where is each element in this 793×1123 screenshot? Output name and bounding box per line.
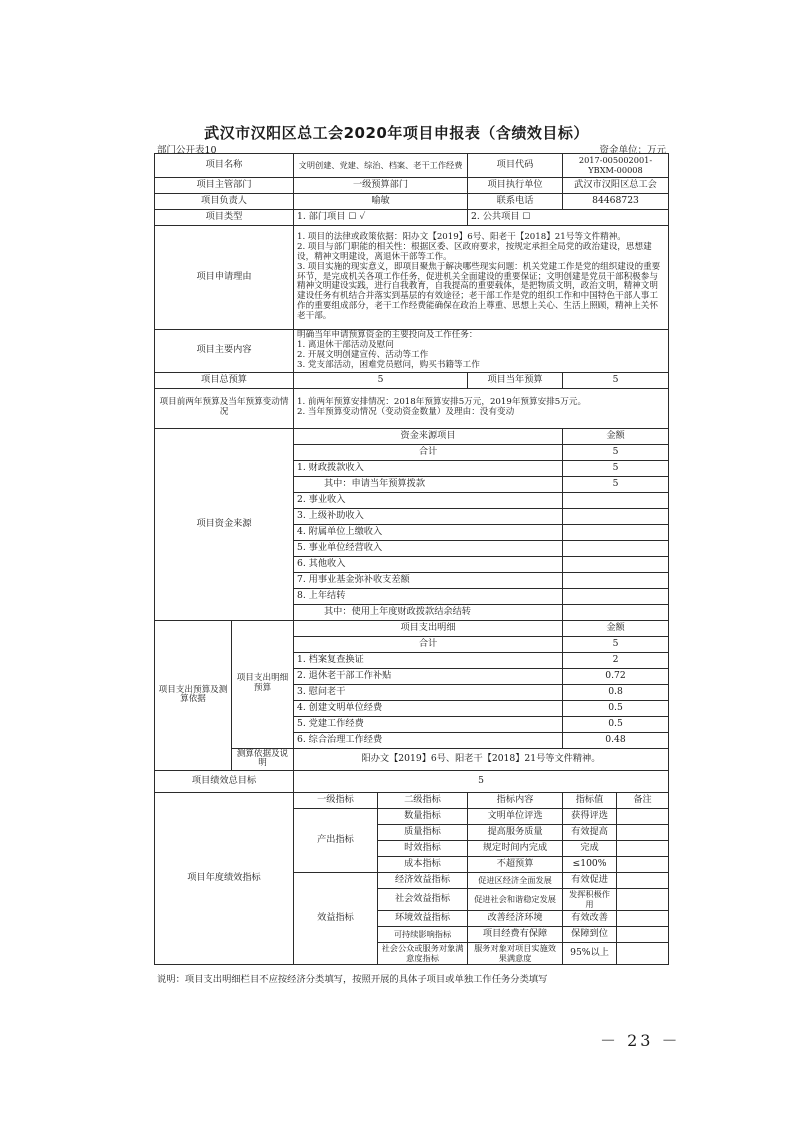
content-line-3: 3. 党支部活动，困难党员慰问，购买书籍等工作 [297,359,480,370]
funding-row-item: 7. 用事业基金弥补收支差额 [294,572,563,588]
project-type-option-2: 2. 公共项目 ☐ [468,210,669,226]
expense-row-amount: 0.48 [563,732,669,748]
perf-remark [617,857,669,873]
perf-remark [617,943,669,965]
phone-label: 联系电话 [468,194,563,210]
project-code-label: 项目代码 [468,154,563,178]
perf-remark [617,889,669,911]
perf-content: 规定时间内完成 [468,841,563,857]
perf-remark [617,873,669,889]
perf-total-label: 项目绩效总目标 [155,771,294,793]
perf-second: 数量指标 [378,809,468,825]
dept-label: 项目主管部门 [155,178,294,194]
expense-row-item: 3. 慰问老干 [294,684,563,700]
perf-header-content: 指标内容 [468,793,563,809]
expense-header-item: 项目支出明细 [294,620,563,636]
prior-line-1: 1. 前两年预算安排情况：2018年预算安排5万元，2019年预算安排5万元。 [297,397,587,408]
perf-effect-label: 效益指标 [294,873,378,965]
calc-basis-label: 测算依据及说明 [232,748,294,771]
funding-row-amount: 5 [563,460,669,476]
total-budget-value: 5 [294,372,468,388]
project-name-label: 项目名称 [155,154,294,178]
perf-value: 有效改善 [563,911,617,927]
prior-line-2: 2. 当年预算变动情况（变动资金数量）及理由：没有变动 [297,407,515,417]
content-text [294,330,669,373]
unit-label: 资金单位：万元 [599,145,666,156]
content-line-0: 明确当年申请预算资金的主要投向及工作任务： [297,330,478,340]
perf-content: 改善经济环境 [468,911,563,927]
expense-row-item: 6. 综合治理工作经费 [294,732,563,748]
perf-remark [617,809,669,825]
perf-header-remark: 备注 [617,793,669,809]
perf-second: 质量指标 [378,825,468,841]
perf-value: 获得评选 [563,809,617,825]
funding-row-item: 6. 其他收入 [294,556,563,572]
prior-budget-label: 项目前两年预算及当年预算变动情况 [155,388,294,428]
perf-second: 经济效益指标 [378,873,468,889]
expense-header-amount: 金额 [563,620,669,636]
expense-label: 项目支出预算及测算依据 [155,620,232,771]
funding-row-amount [563,524,669,540]
exec-unit-label: 项目执行单位 [468,178,563,194]
expense-detail-label: 项目支出明细预算 [232,620,294,748]
funding-row-item: 8. 上年结转 [294,588,563,604]
perf-remark [617,825,669,841]
perf-content: 文明单位评选 [468,809,563,825]
expense-row-amount: 0.5 [563,700,669,716]
expense-row-amount: 0.8 [563,684,669,700]
perf-remark [617,911,669,927]
perf-remark [617,841,669,857]
dept-value: 一级预算部门 [294,178,468,194]
perf-remark [617,927,669,943]
funding-row-amount [563,556,669,572]
project-code-value: 2017-005002001-YBXM-00008 [563,154,669,178]
perf-value: 发挥积极作用 [563,889,617,911]
perf-value: ≤100% [563,857,617,873]
footnote: 说明：项目支出明细栏目不应按经济分类填写，按照开展的具体子项目或单独工作任务分类填写 [157,974,548,985]
calc-basis-value: 阳办文【2019】6号、阳老干【2018】21号等文件精神。 [294,748,669,771]
perf-content: 促进区经济全面发展 [468,873,563,889]
funding-row-item: 其中：使用上年度财政拨款结余结转 [294,604,563,620]
perf-second: 环境效益指标 [378,911,468,927]
funding-row-item: 2. 事业收入 [294,492,563,508]
content-label: 项目主要内容 [155,330,294,373]
perf-content: 项目经费有保障 [468,927,563,943]
form-id: 部门公开表10 [157,145,217,156]
perf-total-value: 5 [294,771,669,793]
responsible-label: 项目负责人 [155,194,294,210]
funding-header-item: 资金来源项目 [294,428,563,444]
reason-text [294,226,669,330]
reason-label: 项目申请理由 [155,226,294,330]
expense-row-item: 2. 退休老干部工作补贴 [294,668,563,684]
perf-value: 有效促进 [563,873,617,889]
perf-content: 提高服务质量 [468,825,563,841]
project-type-label: 项目类型 [155,210,294,226]
page-number: － 23 － [600,1031,681,1050]
project-name-value: 文明创建、党建、综治、档案、老干工作经费 [294,154,468,178]
funding-row-amount [563,588,669,604]
phone-value: 84468723 [563,194,669,210]
funding-row-amount [563,508,669,524]
funding-row-item: 合计 [294,444,563,460]
perf-header-second: 二级指标 [378,793,468,809]
perf-value: 95%以上 [563,943,617,965]
funding-row-item: 5. 事业单位经营收入 [294,540,563,556]
funding-row-amount [563,572,669,588]
funding-header-amount: 金额 [563,428,669,444]
reason-line-2: 2. 项目与部门职能的相关性：根据区委、区政府要求，按规定承担全局党的政治建设，思想建设，精神文明建设，离退休干部等工作。 [297,241,652,262]
funding-row-item: 3. 上级补助收入 [294,508,563,524]
perf-content: 服务对象对项目实施效果满意度 [468,943,563,965]
perf-content: 不超预算 [468,857,563,873]
content-line-2: 2. 开展文明创建宣传、活动等工作 [297,349,429,360]
perf-second: 社会公众或服务对象满意度指标 [378,943,468,965]
project-form-table [154,153,669,965]
expense-row-amount: 5 [563,636,669,652]
funding-row-item: 4. 附属单位上缴收入 [294,524,563,540]
total-budget-label: 项目总预算 [155,372,294,388]
perf-value: 保障到位 [563,927,617,943]
perf-second: 成本指标 [378,857,468,873]
perf-second: 社会效益指标 [378,889,468,911]
perf-value: 完成 [563,841,617,857]
expense-row-amount: 2 [563,652,669,668]
responsible-value: 喻敏 [294,194,468,210]
reason-line-3: 3. 项目实施的现实意义，即项目聚焦于解决哪些现实问题：机关党建工作是党的组织建设的重要环节，是完成机关各项工作任务，促进机关全面建设的重要保证；文明创建是党员干部积极参与精神文明建设实践，进行自我教育，自我提高的重要载体，是把物质文明，政治文明，精神文明建设任务有机结合并落实到基层的有效途径；老干部工作是党的组织工作和中国特色干部人事工作的重要组成部分，老干工作经费能确保在政治上尊重、思想上关心、生活上照顾，精神上关怀老干部。 [297,261,661,322]
funding-row-amount: 5 [563,444,669,460]
expense-row-item: 合计 [294,636,563,652]
perf-output-label: 产出指标 [294,809,378,873]
content-line-1: 1. 离退休干部活动及慰问 [297,339,394,350]
funding-row-item: 1. 财政拨款收入 [294,460,563,476]
project-type-option-1: 1. 部门项目 ☐ ✓ [294,210,468,226]
perf-second: 时效指标 [378,841,468,857]
perf-content: 促进社会和谐稳定发展 [468,889,563,911]
perf-header-value: 指标值 [563,793,617,809]
perf-header-first: 一级指标 [294,793,378,809]
year-budget-label: 项目当年预算 [468,372,563,388]
perf-value: 有效提高 [563,825,617,841]
funding-row-amount [563,492,669,508]
expense-row-item: 5. 党建工作经费 [294,716,563,732]
funding-label: 项目资金来源 [155,428,294,620]
page-title: 武汉市汉阳区总工会2020年项目申报表（含绩效目标） [204,124,589,142]
funding-row-amount [563,540,669,556]
funding-row-item: 其中：申请当年预算拨款 [294,476,563,492]
expense-row-item: 4. 创建文明单位经费 [294,700,563,716]
exec-unit-value: 武汉市汉阳区总工会 [563,178,669,194]
perf-second: 可持续影响指标 [378,927,468,943]
expense-row-item: 1. 档案复查换证 [294,652,563,668]
expense-row-amount: 0.72 [563,668,669,684]
funding-row-amount: 5 [563,476,669,492]
year-budget-value: 5 [563,372,669,388]
prior-budget-text [294,388,669,428]
reason-line-1: 1. 项目的法律或政策依据：阳办文【2019】6号、阳老干【2018】21号等文件精神。 [297,232,626,243]
perf-indicators-label: 项目年度绩效指标 [155,793,294,965]
funding-row-amount [563,604,669,620]
expense-row-amount: 0.5 [563,716,669,732]
